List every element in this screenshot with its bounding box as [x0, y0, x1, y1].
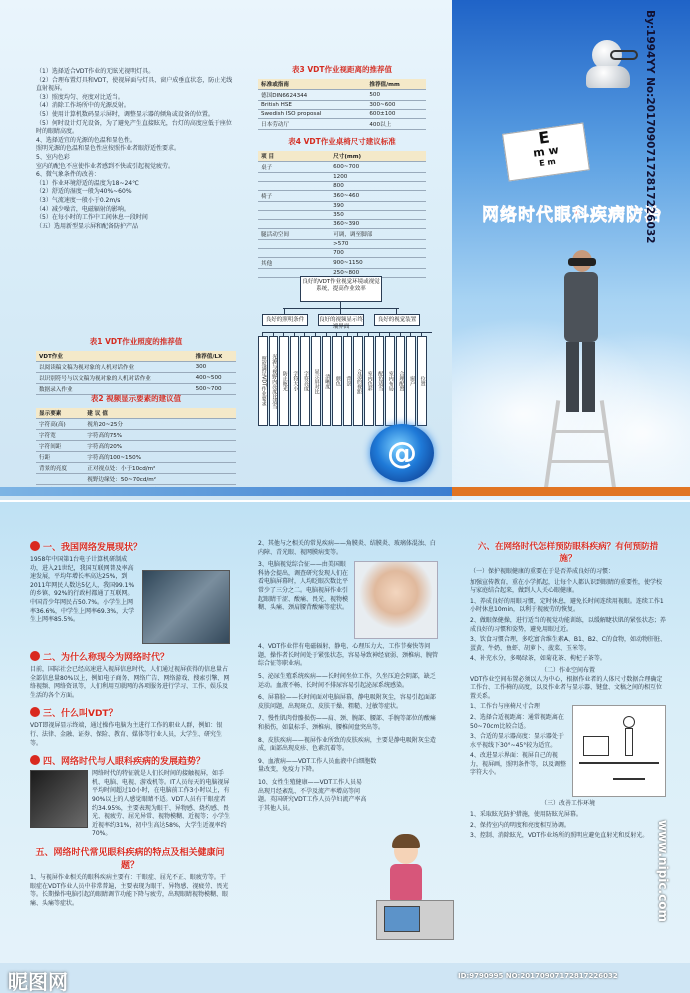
table-cell: 背景的亮度: [36, 463, 84, 474]
table-cell: 500: [366, 90, 426, 101]
table-row: [258, 202, 426, 211]
table-cell: 其他: [258, 258, 330, 269]
table3-grid: [258, 79, 426, 130]
table-row: [258, 90, 426, 101]
sub2-items-list: [470, 701, 569, 797]
table-cell: 以识别符号与以文稿为视对象的人机对话作业: [36, 373, 193, 384]
flow-leaf-node: 合理配置: [396, 336, 406, 426]
table-cell: British HSE: [258, 101, 366, 110]
table-cell: 德国DIN6624344: [258, 90, 366, 101]
table-cell: [258, 182, 330, 191]
mid-para-1: 2、其他与之相关的常见疾病——角膜炎、结膜炎、玻璃体混浊、白内障、青光眼、视网膜病变等。: [258, 540, 436, 556]
section2-title-text: 二、为什么称现今为网络时代？: [43, 653, 170, 663]
sub2-item: 2、选择合适视距离：通常视距离在50~70cm比较合适。: [470, 713, 564, 730]
sub2-item: 1、工作台与座椅尺寸合理: [470, 703, 540, 711]
right-item: 3、饮食习惯合理，多吃富含维生素A、B1、B2、C的食物，如动物肝脏、蛋黄、牛奶、鱼虾、胡萝卜、菠菜、玉米等。: [470, 636, 666, 652]
flow-leaf-node: 窗户: [406, 336, 416, 426]
bottom-middle-column: [258, 540, 438, 813]
flow-leaf-node: 光源与视野内亮度比适当: [269, 336, 279, 426]
table-cell: 日本劳动厅: [258, 119, 366, 130]
table-row: [258, 182, 426, 191]
table3: [258, 64, 426, 130]
figure-with-glasses-icon: [580, 40, 640, 90]
bottom-left-column: [30, 540, 230, 908]
at-sign-icon: @: [370, 424, 434, 482]
table-cell: 390: [330, 202, 426, 211]
section3-body: VDT即视屏显示终端，通过操作电脑为主进行工作的职业人群，例如：银行、法律、金融、证券、保险、教育、媒体等行业人员，大学生、研究生等。: [30, 722, 223, 747]
right-item: 4、补充水分，多喝绿茶，如菊花茶、枸杞子茶等。: [470, 655, 606, 663]
table-row: [258, 119, 426, 130]
intro-line: （1）作业环境舒适的温度为18~24℃: [36, 179, 139, 187]
table-row: [258, 162, 426, 173]
sub3-item: 1、采取眩光防护措施，使用防眩光屏幕。: [470, 810, 582, 818]
cover-orange-strip: [452, 487, 690, 496]
mid-para-7: 8、皮肤疾病——视屏作业所致的皮肤疾病，主要是静电吸附灰尘造成，面部出现皮疹、色素沉着等。: [258, 736, 436, 753]
right-item: 加强宣传教育，重在小学抓起，让每个人都认识到眼睛的重要性，使学校与家庭结合起来，做到人人关心眼健康。: [470, 578, 663, 595]
table-cell: 字符高(高): [36, 419, 84, 430]
sub2-item: 3、合适的显示器高度：显示器处于水平视线下30°~45°较为适宜。: [470, 733, 564, 749]
table-row: [258, 211, 426, 220]
table-cell: 700: [330, 249, 426, 258]
section2-body: 目前，国际社会已经高速进入视屏信息时代，人们通过视屏获得的信息量占全部信息量80%以上，例如电子商务、网络广告、网络游戏、搜索引擎、网络视频、网络资讯等，人们利用互联网的各项服务进行学习、工作、娱乐及生活的各个方面。: [30, 666, 230, 699]
flow-leaf-node: 清晰度: [322, 336, 332, 426]
flow-leaf-node: 字符大小: [290, 336, 300, 426]
mid-para-2: 3、电脑视觉综合征——由美国眼科协会提出，调查研究发现人们在看电脑屏幕时，人均眨眼次数比平常少了三分之二。电脑视屏作业引起眼睛干涩、酸痛、畏光、视物模糊、头痛、颈肩腰背酸痛等症状。: [258, 561, 349, 612]
table-row: [36, 463, 236, 474]
table-row: [258, 258, 426, 269]
sub3-title: （三）改善工作环境: [540, 800, 595, 808]
table-cell: [258, 240, 330, 249]
table-cell: 可调，调至脚部: [330, 229, 426, 240]
table-header-cell: 建 议 值: [84, 408, 236, 419]
intro-line: 室内的配色不应使作业者感到不快或引起视觉疲劳。: [36, 162, 175, 170]
table2-title: 表2 视频显示要素的建议值: [90, 394, 182, 403]
flow-mid-node: 良好的视频显示终端界面: [318, 314, 364, 326]
sub3-item: 2、保持室内的明度和亮度相互协调。: [470, 821, 570, 829]
section5-title-text: 五、网络时代常见眼科疾病的特点及相关健康问题？: [35, 847, 225, 871]
mid-para-5: 6、屏幕脸——长时间面对电脑屏幕，静电吸附灰尘，容易引起面部皮肤问题，出现斑点、皮肤干燥、粗糙、过敏等症状。: [258, 694, 436, 710]
sub2-item: 4、改进显示界面：视屏自己的视力，视屏画，照明条件等，以及调整字符大小。: [470, 752, 567, 777]
sub3-items-list: [470, 811, 666, 841]
table-cell: 字符宽: [36, 430, 84, 441]
table-cell: 400~500: [193, 373, 236, 384]
computer-user-photo: [30, 770, 88, 828]
section4-body: 网络时代的特征就是人们长时间的接触视屏，如手机、电脑、电视、游戏机等。IT人员每天的电脑视屏平均时间超过10小时，在电脑前工作3小时以上，有90%以上的人感觉眼睛不适。VDT人员有干眼症者约34.95%，主要表现为眼干、异物感、烧灼感、畏光、视疲劳、屈光异常、视物模糊、近视等；小学生近视率约31%，初中生高达58%，大学生近视率约70%。: [92, 770, 231, 838]
table-cell: 360~460: [330, 191, 426, 202]
intro-line: （3）照度均匀、亮度对比适当。: [36, 93, 124, 101]
table-cell: 360~390: [330, 220, 426, 229]
table-row: [258, 240, 426, 249]
flow-mid-node: 良好的照明条件: [262, 314, 308, 326]
table-cell: 600±100: [366, 110, 426, 119]
table-row: [258, 229, 426, 240]
table-cell: 1200: [330, 173, 426, 182]
side-watermark: By:1994YY No:20170907172817226032: [644, 10, 656, 244]
flow-leaf-node: 显示屏对比: [311, 336, 321, 426]
table-header-cell: 尺寸(mm): [330, 151, 426, 162]
table-cell: [36, 474, 84, 485]
mid-para-3: 4、VDT作业伴有电磁辐射、静电、心理压力大、工作节奏快等问题，操作者长时间处于紧张状态，容易导致神经衰弱、颈椎病、腕管综合征等职业病。: [258, 643, 439, 668]
table-cell: >570: [330, 240, 426, 249]
table-header-row: [258, 79, 426, 90]
table-cell: 字符高的100~150%: [84, 452, 236, 463]
table-cell: 250~800: [330, 269, 426, 278]
table-cell: Swedish ISO proposal: [258, 110, 366, 119]
section1-body: 1958年中国第1台电子计算机研制成功，进入21世纪，我国互联网普及率高速发展，平均年增长率高达25%，到2011年网民人数达5亿人，我国99.1%的乡镇、92%的行政村都通了互联网。中国青少年网民占50.7%。小学生上网率36.6%，中学生上网率69.3%，大学生上网率85.5%。: [30, 556, 135, 624]
table-cell: [258, 202, 330, 211]
table-cell: [258, 173, 330, 182]
table-cell: 500~700: [193, 384, 236, 395]
intro-text: [36, 68, 236, 231]
table-header-row: [36, 408, 236, 419]
table-header-cell: 显示要素: [36, 408, 84, 419]
office-workers-photo: [142, 570, 230, 644]
cartoon-office-illustration: [376, 830, 456, 958]
intro-line: （4）减少噪音，电磁辐射的影响。: [36, 205, 130, 213]
table-cell: 正对视点处：小于10cd/m²: [84, 463, 236, 474]
flow-root: [300, 276, 382, 302]
section4-title: [30, 754, 230, 767]
flow-leaf-node: 背景: [343, 336, 353, 426]
boy-with-glasses-photo: [354, 561, 438, 639]
sub2-body: VDT作业空间布置必须以人为中心，根据作业者的人体尺寸数据合理确定工作台、工作椅的高度，以及作业者与显示器、键盘、文稿之间的相互位置关系。: [470, 675, 663, 700]
sub2-title: （二）作业空间布置: [540, 666, 595, 674]
flow-root-label: 良好的VDT作业视觉环境或视觉系统，提高作业效率: [302, 279, 380, 292]
intro-line: （2）舒适的湿度一般为40%~60%: [36, 188, 132, 196]
table-cell: 900~1150: [330, 258, 426, 269]
flow-leaf-node: 合适的视距: [353, 336, 363, 426]
flow-leaf-node: 颜色: [332, 336, 342, 426]
section5-title: [30, 845, 230, 871]
table-row: [36, 373, 236, 384]
table1-grid: [36, 351, 236, 395]
table-header-cell: 项 目: [258, 151, 330, 162]
table-cell: 行距: [36, 452, 84, 463]
table4-title: 表4 VDT作业桌椅尺寸建议标准: [288, 137, 396, 146]
section2-title: [30, 650, 230, 663]
id-watermark: ID:9790995 NO:20170907172817226032: [458, 972, 618, 980]
table-row: [258, 173, 426, 182]
man-on-ladder-illustration: [540, 250, 630, 490]
top-bottom-strip: [0, 487, 452, 496]
section1-title-text: 一、我国网络发展现状？: [43, 543, 143, 553]
table-cell: 字符间距: [36, 441, 84, 452]
intro-line: （5）使用计算机数码显示屏时，调整显示器的倾角或设备的位置。: [36, 110, 214, 118]
intro-line: （3）气流速度一般小于0.2m/s: [36, 196, 121, 204]
table-row: [258, 110, 426, 119]
table-header-cell: 推荐值/LX: [193, 351, 236, 362]
table-cell: 300~600: [366, 101, 426, 110]
right-items-list: [470, 579, 666, 664]
table-cell: 字符高的75%: [84, 430, 236, 441]
section1-title: [30, 540, 230, 553]
table-row: [258, 101, 426, 110]
url-watermark: www.nipic.com: [656, 820, 670, 922]
table3-title: 表3 VDT作业视距离的推荐值: [292, 65, 392, 74]
bottom-right-column: [470, 540, 666, 841]
right-intro: （一）保护视眼健康的重要在于是否养成良好的习惯：: [470, 568, 615, 575]
flow-leaf-node: 照度满足VDT作业要求: [258, 336, 268, 426]
intro-line: （1）选择适合VDT作业的无眩光视明灯具。: [36, 68, 155, 75]
red-bullet-icon: [30, 541, 40, 551]
table-row: [36, 362, 236, 373]
table2: [36, 393, 236, 496]
flow-leaf-node: 位置: [417, 336, 427, 426]
sub3-item: 3、控制、消除眩光，VDT作业场所的照明应避免直射光和反射光。: [470, 832, 649, 840]
eye-chart-row: E: [537, 127, 551, 148]
intro-line: 6、微气象条件的改善：: [36, 171, 100, 179]
flow-leaf-node: 防止眩光: [279, 336, 289, 426]
intro-line: 5、室内色彩: [36, 153, 70, 161]
table1-title: 表1 VDT作业照度的推荐值: [89, 337, 183, 346]
table-header-cell: 推荐值/mm: [366, 79, 426, 90]
eye-chart-letters: [503, 124, 588, 173]
table-row: [36, 452, 236, 463]
intro-line: （五）选用新型显示屏和配备防护产品: [36, 222, 139, 230]
mid-para-6: 7、慢性肌肉骨骼损伤——肩、颈、腕部、腰部、手腕等部位的酸痛和损伤，如鼠标手、颈椎病、腰椎间盘突出等。: [258, 715, 436, 731]
table2-grid: [36, 408, 236, 496]
table-row: [36, 430, 236, 441]
right-item: 2、做眼保健操，进行适当的视觉功能训练，以缓解睫状肌的紧张状态；养成良好的习惯和姿势，避免用眼过近。: [470, 616, 666, 633]
right-item: 1、养成良好的用眼习惯，定时休息，避免长时间连续用视眼。连续工作1小时休息10min，以利于视疲劳的恢复。: [470, 597, 664, 614]
intro-line: （5）何时设计灯光设备，为了避免产生直接眩光，台灯的高度应低于座位时的眼睛高度。: [36, 119, 232, 136]
table-row: [258, 249, 426, 258]
table-cell: 600~700: [330, 162, 426, 173]
intro-line: 4、选择适宜的光源的色温和显色性。: [36, 136, 136, 144]
table-cell: 数据录入作业: [36, 384, 193, 395]
intro-line: （4）消除工作场所中的光源反射。: [36, 102, 130, 110]
table-cell: 视野边缘处：50~70cd/m²: [84, 474, 236, 485]
intro-line: 照明光源的色温和显色性应按照作业者眼舒适性要求。: [36, 145, 181, 153]
table-cell: 椅子: [258, 191, 330, 202]
table4-grid: [258, 151, 426, 278]
eye-chart-row: E m: [538, 156, 557, 169]
section4-title-text: 四、网络时代与人眼科疾病的发展趋势？: [43, 757, 206, 768]
flow-leaf-node: 配色适当: [375, 336, 385, 426]
intro-line: （2）合理布置灯具和VDT，使视屏面与灯具、窗户成垂直状态，防止光线直射视屏。: [36, 76, 233, 93]
mid-para-8: 9、血液病——VDT工作人员血液中白细胞数量改变，免疫力下降。: [258, 757, 377, 774]
flow-leaf-node: 室内布局: [385, 336, 395, 426]
table4: [258, 136, 426, 278]
table-row: [258, 191, 426, 202]
table-row: [258, 220, 426, 229]
table-cell: 以阅读稿文稿为视对象的人机对话作业: [36, 362, 193, 373]
table-cell: 350: [330, 211, 426, 220]
red-bullet-icon: [30, 651, 40, 661]
red-bullet-icon: [30, 707, 40, 717]
flow-mid-node: 良好的视觉装置: [374, 314, 420, 326]
table-cell: 视角20~25分: [84, 419, 236, 430]
red-bullet-icon: [30, 755, 40, 765]
table-header-cell: VDT作业: [36, 351, 193, 362]
table-cell: 腿活动空间: [258, 229, 330, 240]
table-cell: 字符高的20%: [84, 441, 236, 452]
flow-leaf-node: 室内色彩: [364, 336, 374, 426]
table-cell: [258, 249, 330, 258]
table-row: [36, 474, 236, 485]
flow-leaf-node: 字符亮度: [300, 336, 310, 426]
logo-watermark: 昵图网: [8, 970, 68, 993]
table-row: [36, 441, 236, 452]
table-cell: 400以上: [366, 119, 426, 130]
table-header-cell: 标准或指南: [258, 79, 366, 90]
intro-line: （5）在每小时的工作中工间休息一段时间: [36, 214, 148, 222]
section6-title: 六、在网络时代怎样预防眼科疾病？有何预防措施？: [477, 542, 659, 564]
mid-para-9: 10、女性生殖健康——VDT工作人员易出现月经紊乱、不孕及流产率增高等问题。英国研究VDT工作人员孕妇流产率高于其他人员。: [258, 778, 367, 812]
mid-para-4: 5、泌尿生殖系统疾病——长时间坐位工作，久坐压迫会阴部，缺乏运动。血液不畅、长时间不排尿容易引起泌尿系统感染。: [258, 672, 436, 689]
table-cell: [258, 211, 330, 220]
table-cell: 300: [193, 362, 236, 373]
section3-title-text: 三、什么叫VDT？: [43, 709, 118, 720]
table-header-row: [258, 151, 426, 162]
workstation-diagram: [572, 705, 666, 797]
section3-title: [30, 706, 230, 719]
table-cell: [258, 220, 330, 229]
section5-body: 1、与视屏作业相关的眼科疾病主要有：干眼症、屈光不正、眼疲劳等。干眼症在VDT作业人员中非常普遍，主要表现为眼干、异物感、视疲劳、畏光等。长期操作电脑引起的眼睛调节功能下降与疲劳，出现眼睛视物模糊、眼痛、头痛等症状。: [30, 873, 229, 907]
table-cell: 桌子: [258, 162, 330, 173]
flow-line-h1: [283, 308, 399, 309]
table-header-row: [36, 351, 236, 362]
table-cell: 800: [330, 182, 426, 191]
table1: [36, 336, 236, 395]
cover-title: 网络时代眼科疾病防治: [482, 205, 662, 225]
table-row: [36, 419, 236, 430]
top-left-column: [36, 68, 236, 231]
eye-chart-row: m w: [532, 143, 560, 160]
